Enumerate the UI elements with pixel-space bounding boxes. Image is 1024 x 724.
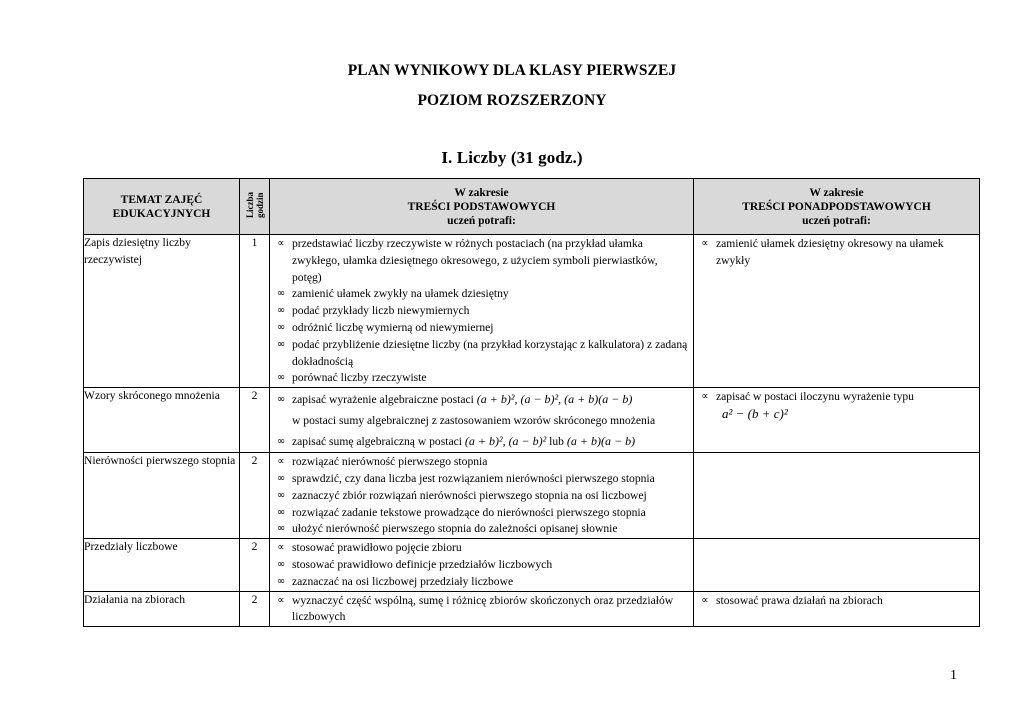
list-item xyxy=(270,505,689,522)
section-title: I. Liczby (31 godz.) xyxy=(441,148,583,167)
bullet-icon: ∝ xyxy=(277,594,285,606)
header-extended xyxy=(694,179,980,235)
topic-cell: Działania na zbiorach xyxy=(84,591,240,627)
table-row xyxy=(84,591,980,627)
item-text: wyznaczyć część wspólną, sumę i różnicę zbiorów skończonych oraz przedziałów liczbowych xyxy=(292,593,674,624)
list-item xyxy=(270,540,689,557)
bullet-icon: ∞ xyxy=(276,372,286,384)
hours-cell: 2 xyxy=(240,388,270,453)
item-text: podać przybliżenie dziesiętne liczby (na przykład korzystając z kalkulatora) z zadaną dokładnością xyxy=(292,337,688,368)
item-text: zaznaczać na osi liczbowej przedziały liczbowe xyxy=(292,574,514,588)
list-item xyxy=(694,593,975,610)
list-item xyxy=(694,389,975,406)
extended-cell xyxy=(694,235,980,388)
list-item xyxy=(270,337,689,371)
item-text: stosować prawidłowo pojęcie zbioru xyxy=(292,541,462,555)
header-topic-line: EDUKACYJNYCH xyxy=(112,207,211,220)
bullet-icon: ∞ xyxy=(276,338,286,350)
formula: a² − (b + c)² xyxy=(722,405,788,421)
formula: (a + b)², (a − b)², (a + b)(a − b) xyxy=(476,392,633,407)
extended-cell xyxy=(694,591,980,627)
list-item xyxy=(270,471,689,488)
extended-cell xyxy=(694,453,980,539)
document-title: PLAN WYNIKOWY DLA KLASY PIERWSZEJ xyxy=(347,62,677,79)
topic-cell: Nierówności pierwszego stopnia xyxy=(84,453,240,539)
list-item xyxy=(270,389,689,410)
bullet-icon: ∞ xyxy=(276,305,286,317)
bullet-icon: ∞ xyxy=(276,288,286,300)
basic-list xyxy=(270,388,693,452)
header-hours-line: godzin xyxy=(254,191,265,218)
item-text: zaznaczyć zbiór rozwiązań nierówności pierwszego stopnia na osi liczbowej xyxy=(292,488,647,502)
bullet-icon: ∞ xyxy=(276,523,286,535)
bullet-icon: ∝ xyxy=(277,238,285,249)
bullet-icon: ∞ xyxy=(276,472,286,484)
header-basic-line: W zakresie xyxy=(454,186,509,199)
topic-cell: Wzory skróconego mnożenia xyxy=(84,388,240,453)
item-text: zapisać w postaci iloczynu wyrażenie typu xyxy=(716,390,914,404)
list-item xyxy=(270,410,689,431)
item-text: zamienić ułamek dziesiętny okresowy na ułamek zwykły xyxy=(716,237,944,267)
header-hours-label xyxy=(245,192,265,218)
list-item xyxy=(270,521,689,538)
item-text: lub xyxy=(549,435,564,449)
item-text: przedstawiać liczby rzeczywiste w różnych postaciach (na przykład ułamka zwykłego, ułamka dziesiętnego okresowego, z użyciem symboli pierwiastków, potęg) xyxy=(292,237,658,284)
bullet-icon: ∝ xyxy=(701,391,709,403)
item-text: zapisać wyrażenie algebraiczne postaci xyxy=(292,393,474,407)
bullet-icon: ∞ xyxy=(276,506,286,518)
item-text: stosować prawidłowo definicje przedziałów liczbowych xyxy=(292,557,553,571)
bullet-icon: ∞ xyxy=(276,558,286,570)
formula: (a + b)(a − b) xyxy=(566,434,636,449)
item-text: zamienić ułamek zwykły na ułamek dziesiętny xyxy=(292,287,509,301)
basic-list xyxy=(270,453,693,538)
basic-list xyxy=(270,539,693,590)
table-row xyxy=(84,453,980,539)
header-topic xyxy=(84,179,240,235)
header-extended-line: uczeń potrafi: xyxy=(802,214,871,227)
list-item xyxy=(270,431,689,452)
list-item xyxy=(270,303,689,320)
list-item xyxy=(270,557,689,574)
item-text: sprawdzić, czy dana liczba jest rozwiązaniem nierówności pierwszego stopnia xyxy=(292,471,655,485)
list-item xyxy=(270,286,689,303)
list-item xyxy=(270,370,689,387)
item-text: stosować prawa działań na zbiorach xyxy=(716,593,883,607)
extended-list xyxy=(694,592,979,610)
list-item xyxy=(270,593,689,627)
table-row xyxy=(84,539,980,591)
header-topic-line: TEMAT ZAJĘĆ xyxy=(120,193,203,206)
bullet-icon: ∝ xyxy=(701,238,709,249)
basic-cell xyxy=(270,591,694,627)
extended-cell xyxy=(694,388,980,453)
list-item xyxy=(270,320,689,337)
item-text: w postaci sumy algebraicznej z zastosowaniem wzorów skróconego mnożenia xyxy=(292,414,656,428)
item-text: ułożyć nierówność pierwszego stopnia do zależności opisanej słownie xyxy=(292,522,618,536)
curriculum-table xyxy=(83,178,980,627)
formula: (a + b)², (a − b)² xyxy=(464,434,547,449)
header-extended-line: W zakresie xyxy=(809,186,864,199)
header-basic xyxy=(270,179,694,235)
list-item xyxy=(694,236,975,270)
bullet-icon: ∞ xyxy=(276,394,286,406)
topic-cell: Zapis dziesiętny liczby rzeczywistej xyxy=(84,235,240,388)
document-subtitle: POZIOM ROZSZERZONY xyxy=(417,92,607,109)
extended-list xyxy=(694,388,979,406)
extended-cell xyxy=(694,539,980,591)
basic-cell xyxy=(270,388,694,453)
hours-cell: 2 xyxy=(240,539,270,591)
topic-cell: Przedziały liczbowe xyxy=(84,539,240,591)
table-row xyxy=(84,388,980,453)
bullet-icon: ∝ xyxy=(277,542,285,554)
bullet-icon: ∞ xyxy=(276,436,286,448)
header-basic-line: TREŚCI PODSTAWOWYCH xyxy=(407,200,556,213)
header-basic-line: uczeń potrafi: xyxy=(447,214,516,227)
list-item xyxy=(270,236,689,286)
hours-cell: 2 xyxy=(240,591,270,627)
item-text: rozwiązać nierówność pierwszego stopnia xyxy=(292,455,488,469)
basic-cell xyxy=(270,235,694,388)
basic-cell xyxy=(270,539,694,591)
hours-cell: 2 xyxy=(240,453,270,539)
item-text: porównać liczby rzeczywiste xyxy=(292,371,427,385)
bullet-icon: ∝ xyxy=(701,594,709,606)
header-hours xyxy=(240,179,270,235)
header-extended-line: TREŚCI PONADPODSTAWOWYCH xyxy=(742,200,931,213)
basic-list xyxy=(270,592,693,627)
basic-cell xyxy=(270,453,694,539)
item-text: zapisać sumę algebraiczną w postaci xyxy=(292,435,462,449)
table-header-row xyxy=(84,179,980,235)
list-item xyxy=(270,454,689,471)
item-text: rozwiązać zadanie tekstowe prowadzące do nierówności pierwszego stopnia xyxy=(292,505,646,519)
item-text: podać przykłady liczb niewymiernych xyxy=(292,304,470,318)
list-item xyxy=(270,488,689,505)
table-row xyxy=(84,235,980,388)
bullet-icon: ∞ xyxy=(276,321,286,333)
extended-list xyxy=(694,235,979,270)
header-hours-line: Liczba xyxy=(244,191,255,218)
bullet-icon: ∞ xyxy=(276,575,286,587)
item-text: odróżnić liczbę wymierną od niewymiernej xyxy=(292,320,494,334)
hours-cell: 1 xyxy=(240,235,270,388)
bullet-icon: ∞ xyxy=(276,489,286,501)
list-item xyxy=(270,574,689,591)
bullet-icon: ∝ xyxy=(277,456,285,468)
page-number: 1 xyxy=(950,668,957,683)
basic-list xyxy=(270,235,693,387)
